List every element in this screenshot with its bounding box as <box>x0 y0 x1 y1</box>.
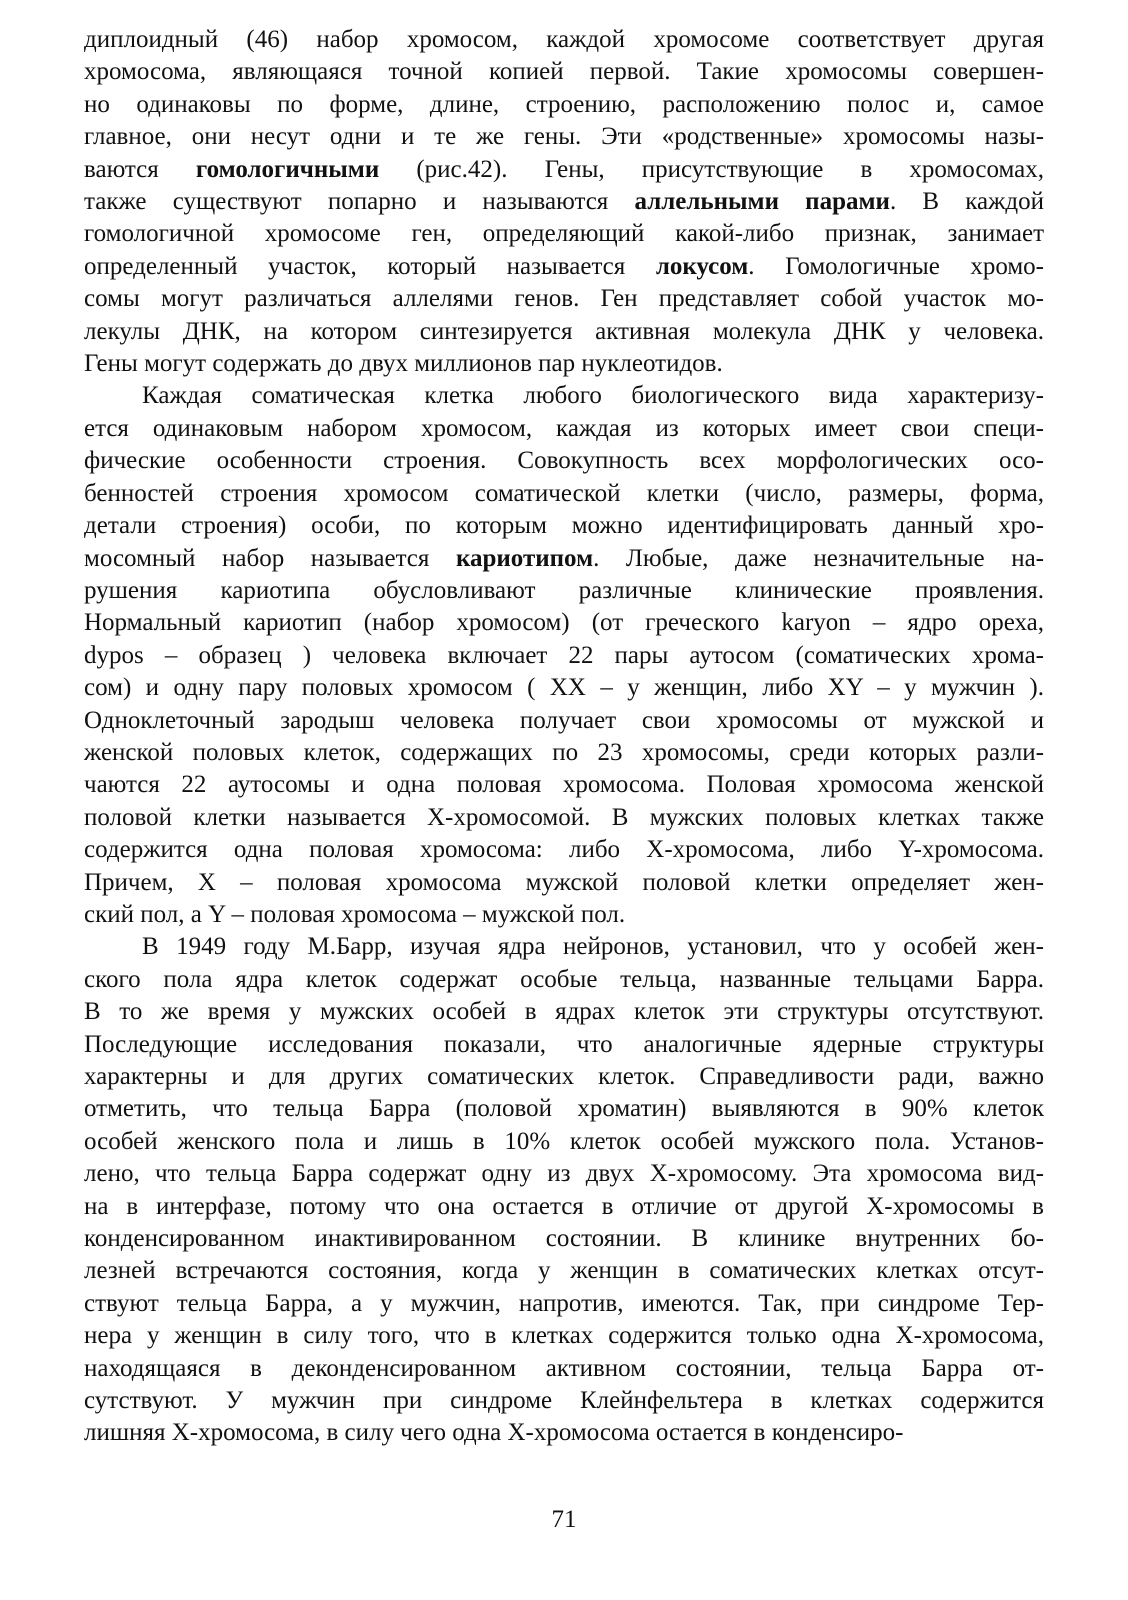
text-run: ствуют тельца Барра, а у мужчин, напротив, имеются. Так, при синдроме Тер- <box>84 1289 1044 1317</box>
text-run: Нормальный кариотип (набор хромосом) (от греческого karyon – ядро ореха, <box>84 609 1044 637</box>
text-line <box>84 1288 1044 1320</box>
text-run: мосомный набор называется <box>84 544 456 572</box>
text-line <box>84 380 1044 412</box>
text-run: ского пола ядра клеток содержат особые тельца, названные тельцами Барра. <box>84 965 1044 993</box>
text-line <box>84 802 1044 834</box>
text-run: . Любые, даже незначительные на- <box>593 544 1044 572</box>
text-run: . Гомологичные хромо- <box>748 252 1044 280</box>
text-run: фические особенности строения. Совокупность всех морфологических осо- <box>84 447 1044 475</box>
text-line <box>84 1353 1044 1385</box>
text-run: содержится одна половая хромосома: либо X-хромосома, либо Y-хромосома. <box>84 836 1044 864</box>
text-run: ский пол, а Y – половая хромосома – мужской пол. <box>84 900 626 928</box>
paragraph <box>84 380 1044 931</box>
text-run: ется одинаковым набором хромосом, каждая из которых имеет свои специ- <box>84 414 1044 442</box>
text-line <box>84 543 1044 575</box>
text-run: Причем, X – половая хромосома мужской половой клетки определяет жен- <box>84 868 1044 896</box>
text-line <box>84 1417 1044 1449</box>
text-run: Одноклеточный зародыш человека получает свои хромосомы от мужской и <box>84 706 1044 734</box>
text-line <box>84 24 1044 56</box>
text-line <box>84 1191 1044 1223</box>
text-line <box>84 899 1044 931</box>
text-run: также существуют попарно и называются <box>84 188 635 216</box>
text-run: лено, что тельца Барра содержат одну из двух X-хромосому. Эта хромосома вид- <box>84 1160 1044 1188</box>
text-run: сом) и одну пару половых хромосом ( XX – у женщин, либо XY – у мужчин ). <box>84 674 1044 702</box>
text-run: диплоидный (46) набор хромосом, каждой хромосоме соответствует другая <box>84 26 1044 53</box>
text-line <box>84 867 1044 899</box>
text-run: хромосома, являющаяся точной копией первой. Такие хромосомы совершен- <box>84 58 1044 86</box>
text-line <box>84 154 1044 186</box>
text-run: сомы могут различаться аллелями генов. Ген представляет собой участок мо- <box>84 285 1044 313</box>
text-run: сутствуют. У мужчин при синдроме Клейнфельтера в клетках содержится <box>84 1387 1044 1415</box>
text-line <box>84 1061 1044 1093</box>
text-run: половой клетки называется X-хромосомой. В мужских половых клетках также <box>84 803 1044 831</box>
text-line <box>84 1158 1044 1190</box>
text-line <box>84 737 1044 769</box>
text-run: определенный участок, который называется <box>84 252 656 280</box>
text-run: характерны и для других соматических клеток. Справедливости ради, важно <box>84 1063 1044 1090</box>
text-run: лишняя X-хромосома, в силу чего одна X-хромосома остается в конденсиро- <box>84 1419 904 1447</box>
text-line <box>84 445 1044 477</box>
text-line <box>84 121 1044 153</box>
text-line <box>84 931 1044 963</box>
text-run: гомологичной хромосоме ген, определяющий какой-либо признак, занимает <box>84 220 1044 248</box>
text-run: Последующие исследования показали, что аналогичные ядерные структуры <box>84 1030 1044 1058</box>
text-line <box>84 89 1044 121</box>
paragraph <box>84 931 1044 1450</box>
text-line <box>84 1126 1044 1158</box>
text-line <box>84 1320 1044 1352</box>
text-line <box>84 672 1044 704</box>
text-line <box>84 283 1044 315</box>
text-run: детали строения) особи, по которым можно идентифицировать данный хро- <box>84 512 1044 540</box>
text-line <box>84 1029 1044 1061</box>
text-line <box>84 964 1044 996</box>
text-line <box>84 640 1044 672</box>
text-run: нера у женщин в силу того, что в клетках содержится только одна X-хромосома, <box>84 1322 1044 1350</box>
text-run: Каждая соматическая клетка любого биологического вида характеризу- <box>142 382 1044 410</box>
text-line <box>84 1223 1044 1255</box>
text-line <box>84 996 1044 1028</box>
text-run: конденсированном инактивированном состоянии. В клинике внутренних бо- <box>84 1225 1044 1253</box>
text-run: лекулы ДНК, на котором синтезируется активная молекула ДНК у человека. <box>84 317 1044 345</box>
text-line <box>84 575 1044 607</box>
text-line <box>84 607 1044 639</box>
text-line <box>84 56 1044 88</box>
text-run: (рис.42). Гены, присутствующие в хромосомах, <box>379 155 1044 183</box>
text-run: но одинаковы по форме, длине, строению, расположению полос и, самое <box>84 90 1044 118</box>
text-line <box>84 478 1044 510</box>
text-line <box>84 348 1044 380</box>
text-run: Гены могут содержать до двух миллионов пар нуклеотидов. <box>84 350 723 378</box>
text-run: лезней встречаются состояния, когда у женщин в соматических клетках отсут- <box>84 1257 1044 1285</box>
text-run: рушения кариотипа обусловливают различные клинические проявления. <box>84 576 1044 604</box>
text-line <box>84 834 1044 866</box>
text-run: бенностей строения хромосом соматической клетки (число, размеры, форма, <box>84 479 1044 507</box>
text-line <box>84 186 1044 218</box>
text-run: женской половых клеток, содержащих по 23 хромосомы, среди которых разли- <box>84 738 1044 766</box>
text-line <box>84 251 1044 283</box>
text-line <box>84 510 1044 542</box>
bold-term: аллельными парами <box>634 188 890 216</box>
page-number: 71 <box>551 1506 577 1533</box>
text-run: dypos – образец ) человека включает 22 пары аутосом (соматических хрома- <box>84 641 1044 669</box>
text-line <box>84 316 1044 348</box>
text-line <box>84 1255 1044 1287</box>
bold-term: гомологичными <box>195 155 380 183</box>
text-run: находящаяся в деконденсированном активном состоянии, тельца Барра от- <box>84 1354 1044 1382</box>
text-line <box>84 218 1044 250</box>
bold-term: кариотипом <box>455 544 594 572</box>
text-run: главное, они несут одни и те же гены. Эти «родственные» хромосомы назы- <box>84 123 1044 151</box>
text-line <box>84 1093 1044 1125</box>
page-body <box>84 24 1044 1574</box>
text-run: особей женского пола и лишь в 10% клеток особей мужского пола. Установ- <box>84 1127 1044 1155</box>
text-run: В то же время у мужских особей в ядрах клеток эти структуры отсутствуют. <box>84 998 1044 1026</box>
text-run: В 1949 году М.Барр, изучая ядра нейронов, установил, что у особей жен- <box>142 933 1044 961</box>
text-line <box>84 705 1044 737</box>
text-run: . В каждой <box>889 188 1044 216</box>
text-run: отметить, что тельца Барра (половой хроматин) выявляются в 90% клеток <box>84 1095 1044 1123</box>
text-run: чаются 22 аутосомы и одна половая хромосома. Половая хромосома женской <box>84 771 1044 799</box>
text-line <box>84 1385 1044 1417</box>
text-run: ваются <box>84 155 196 183</box>
text-run: на в интерфазе, потому что она остается в отличие от другой X-хромосомы в <box>84 1192 1044 1220</box>
text-line <box>84 769 1044 801</box>
bold-term: локусом <box>655 252 749 280</box>
paragraph <box>84 24 1044 380</box>
text-line <box>84 413 1044 445</box>
